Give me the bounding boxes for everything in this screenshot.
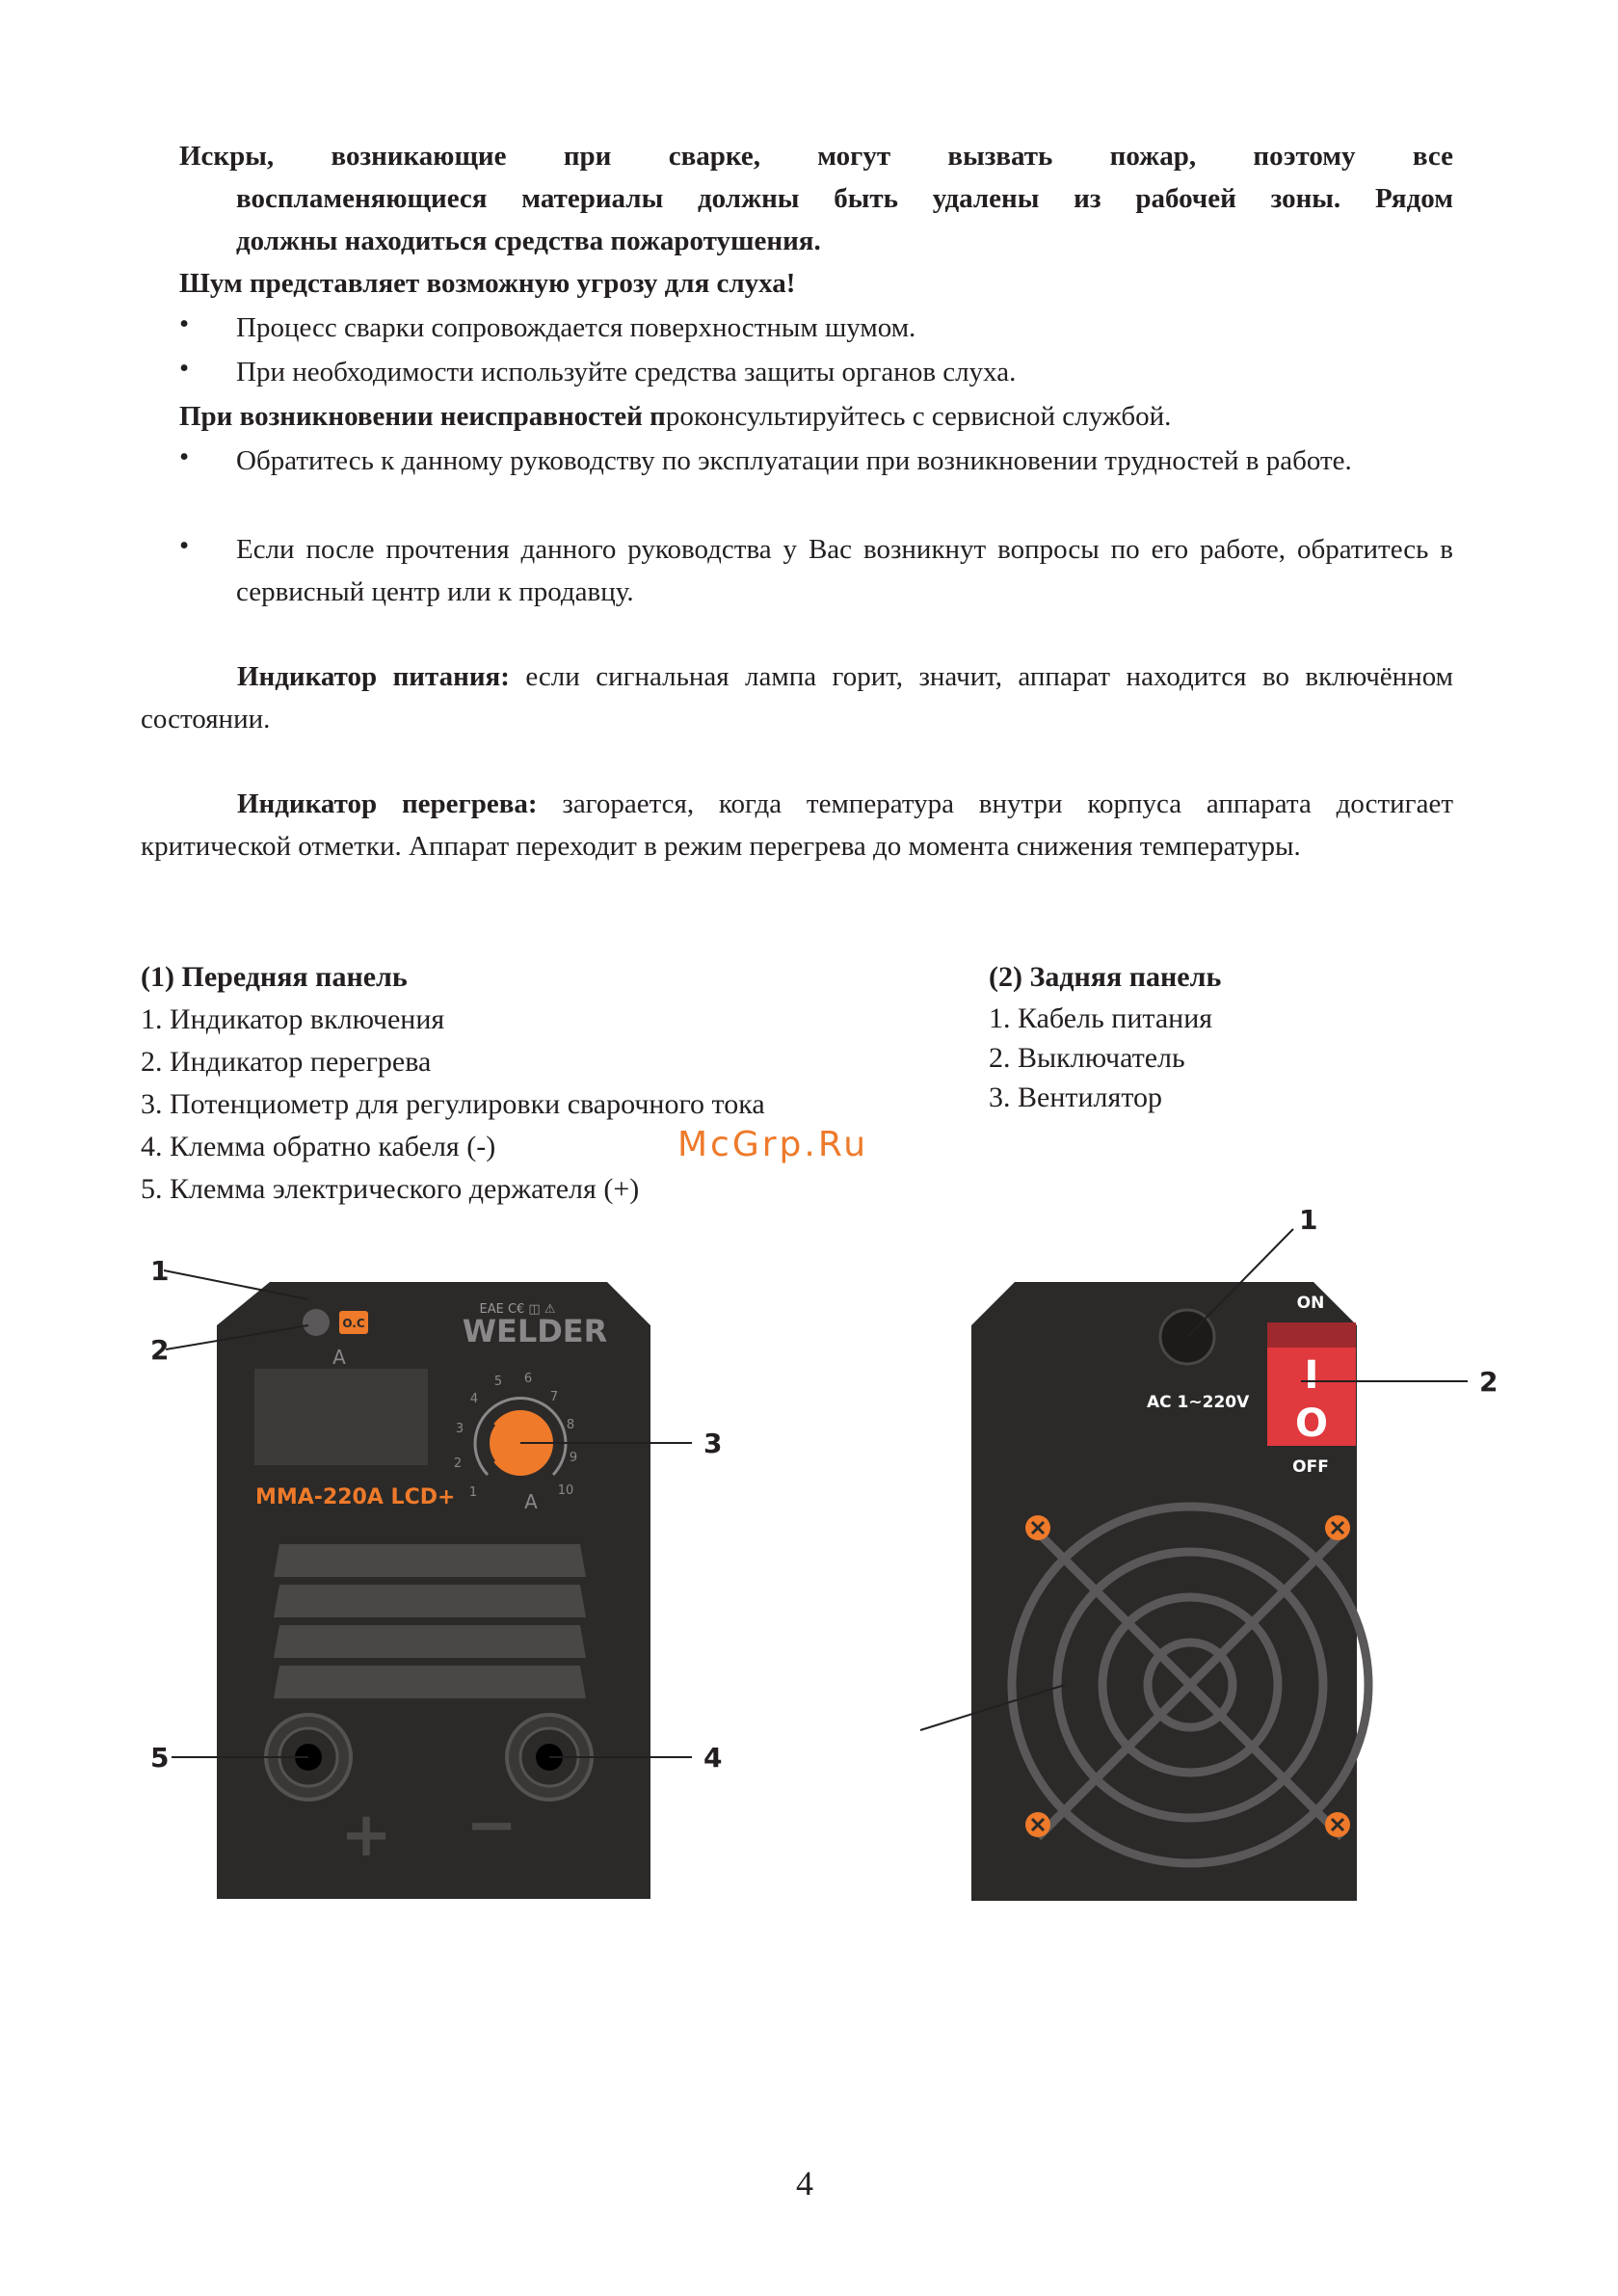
minus-sign: −	[465, 1790, 517, 1861]
callout-number: 5	[150, 1742, 170, 1774]
fault-bullet-2: Если после прочтения данного руководства у Вас возникнут вопросы по его работе, обратитесь в сервисный центр или к продавцу.	[236, 534, 1453, 607]
dial-tick-label: 3	[455, 1422, 464, 1436]
rear-panel-heading: (2) Задняя панель	[989, 961, 1222, 993]
switch-off-label: OFF	[1292, 1457, 1329, 1477]
dial-tick-label: 6	[523, 1372, 533, 1386]
fault-bullet-1: Обратитесь к данному руководству по эксплуатации при возникновении трудностей в работе.	[236, 445, 1352, 476]
list-item: 3. Вентилятор	[989, 1081, 1163, 1113]
front-panel-figure	[135, 1215, 752, 1928]
rear-panel-figure	[915, 1205, 1513, 1918]
brand-logo: WELDER	[462, 1313, 608, 1349]
power-indicator-paragraph	[141, 655, 1453, 740]
dial-tick-label: 8	[566, 1418, 575, 1432]
list-item: 2. Выключатель	[989, 1042, 1185, 1074]
list-item: 2. Индикатор перегрева	[141, 1046, 432, 1078]
vent-slot	[274, 1625, 586, 1658]
noise-bullet-2: При необходимости используйте средства защиты органов слуха.	[236, 357, 1017, 387]
power-indicator-lamp	[303, 1309, 330, 1336]
vent-slot	[274, 1585, 586, 1617]
dial-tick-label: 5	[493, 1375, 503, 1389]
overheat-indicator-text: загорается, когда температура внутри корпуса аппарата достигает критической отметки. Аппарат переходит в режим перегрева до момента снижения температуры.	[141, 788, 1453, 862]
dial-unit-label: A	[524, 1490, 538, 1513]
power-indicator-label: Индикатор питания:	[237, 661, 510, 692]
fault-heading-rest: роконсультируйтесь с сервисной службой.	[665, 401, 1172, 432]
plus-sign: +	[340, 1800, 392, 1871]
callout-number: 1	[150, 1255, 170, 1287]
front-panel-list	[141, 999, 765, 1211]
dial-tick-label: 4	[469, 1392, 479, 1406]
list-item: 1. Индикатор включения	[141, 1003, 445, 1035]
model-label: MMA-220A LCD+	[255, 1485, 456, 1509]
switch-on-label: ON	[1296, 1294, 1325, 1313]
switch-off-symbol: O	[1294, 1402, 1329, 1446]
fire-warning-line-1: Искры, возникающие при сварке, могут вызвать пожар, поэтому все	[179, 141, 1453, 172]
callout-number: 3	[703, 1428, 723, 1459]
power-rating-label: AC 1~220V	[1147, 1393, 1250, 1412]
vent-slot	[274, 1544, 586, 1577]
dial-tick-label: 7	[549, 1390, 559, 1404]
list-item: 3. Потенциометр для регулировки сварочного тока	[141, 1088, 765, 1120]
overheat-badge-text: O.C	[342, 1317, 365, 1330]
lcd-display	[254, 1369, 428, 1465]
dial-tick-label: 10	[557, 1483, 574, 1498]
list-item: 5. Клемма электрического держателя (+)	[141, 1173, 640, 1205]
noise-bullet-1: Процесс сварки сопровождается поверхностным шумом.	[236, 312, 916, 343]
power-indicator-text: если сигнальная лампа горит, значит, аппарат находится во включённом состоянии.	[141, 661, 1454, 734]
overheat-indicator-paragraph	[141, 783, 1453, 868]
page-number: 4	[796, 2164, 813, 2203]
fault-heading	[179, 395, 1453, 438]
list-item: 4. Клемма обратно кабеля (-)	[141, 1131, 496, 1162]
callout-number: 4	[703, 1742, 723, 1774]
callout-number: 2	[1479, 1366, 1499, 1398]
front-panel-heading: (1) Передняя панель	[141, 961, 408, 993]
power-switch-top	[1267, 1322, 1356, 1348]
callout-number: 1	[1299, 1205, 1318, 1236]
dial-tick-label: 1	[468, 1485, 478, 1500]
switch-on-symbol: I	[1304, 1353, 1319, 1398]
certification-marks: ЕАЕ С€ ◫ ⚠	[479, 1302, 556, 1317]
noise-heading: Шум представляет возможную угрозу для слуха!	[179, 268, 796, 299]
overheat-indicator-label: Индикатор перегрева:	[237, 788, 538, 819]
fault-heading-bold: При возникновении неисправностей п	[179, 401, 666, 432]
fire-warning-line-3: должны находиться средства пожаротушения.	[236, 226, 821, 256]
bullet-symbol: •	[179, 353, 190, 384]
watermark: McGrp.Ru	[677, 1125, 869, 1164]
rear-panel-list	[989, 999, 1212, 1117]
bullet-symbol: •	[179, 308, 190, 339]
vent-slot	[274, 1666, 586, 1698]
list-item: 1. Кабель питания	[989, 1002, 1213, 1034]
callout-number: 2	[150, 1334, 170, 1366]
bullet-symbol: •	[179, 441, 190, 472]
current-unit-label: A	[332, 1346, 346, 1369]
dial-tick-label: 2	[453, 1456, 463, 1471]
dial-tick-label: 9	[569, 1451, 578, 1465]
fire-warning-line-2: воспламеняющиеся материалы должны быть удалены из рабочей зоны. Рядом	[236, 183, 1453, 214]
bullet-symbol: •	[179, 530, 190, 561]
